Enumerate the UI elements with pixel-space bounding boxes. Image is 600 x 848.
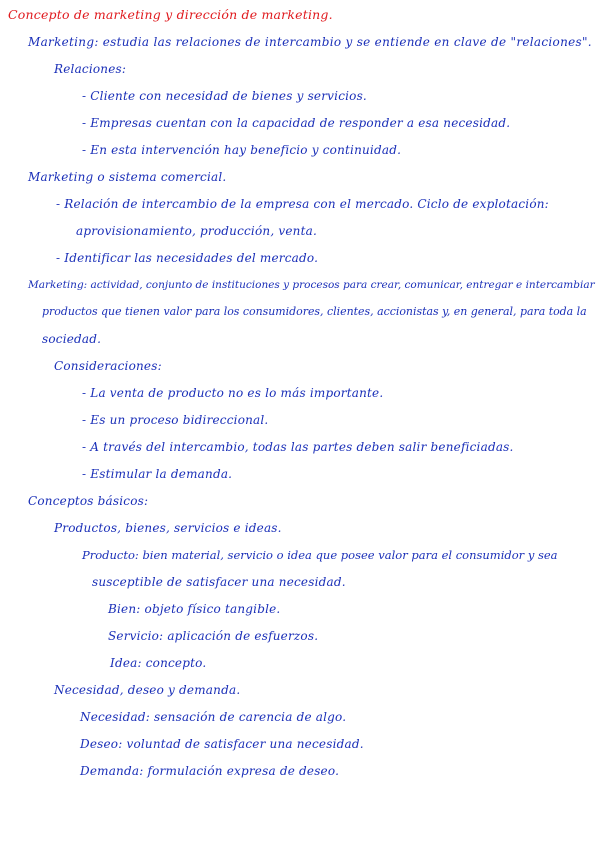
note-line: Producto: bien material, servicio o idea que posee valor para el consumidor y sea: [82, 548, 558, 562]
note-line: - A través del intercambio, todas las partes deben salir beneficiadas.: [82, 440, 514, 454]
note-line: Necesidad: sensación de carencia de algo.: [80, 710, 347, 724]
note-line: Servicio: aplicación de esfuerzos.: [108, 629, 319, 643]
note-line: Productos, bienes, servicios e ideas.: [54, 521, 282, 535]
note-line: - En esta intervención hay beneficio y continuidad.: [82, 143, 402, 157]
note-line: Bien: objeto físico tangible.: [108, 602, 281, 616]
note-line: Relaciones:: [54, 62, 127, 76]
note-line: productos que tienen valor para los consumidores, clientes, accionistas y, en general, para toda la: [42, 305, 587, 318]
note-line: Marketing o sistema comercial.: [28, 170, 227, 184]
note-line: aprovisionamiento, producción, venta.: [76, 224, 317, 238]
note-line: Consideraciones:: [54, 359, 162, 373]
note-line: - Empresas cuentan con la capacidad de responder a esa necesidad.: [82, 116, 511, 130]
note-line: Demanda: formulación expresa de deseo.: [80, 764, 340, 778]
note-line: - Cliente con necesidad de bienes y servicios.: [82, 89, 367, 103]
note-line: Marketing: estudia las relaciones de intercambio y se entiende en clave de "relaciones".: [28, 35, 592, 49]
note-line: - Relación de intercambio de la empresa con el mercado. Ciclo de explotación:: [56, 197, 549, 211]
note-line: - La venta de producto no es lo más importante.: [82, 386, 384, 400]
note-line: - Estimular la demanda.: [82, 467, 233, 481]
note-line: Idea: concepto.: [110, 656, 207, 670]
note-line: Necesidad, deseo y demanda.: [54, 683, 241, 697]
note-line: Deseo: voluntad de satisfacer una necesidad.: [80, 737, 364, 751]
note-line: Conceptos básicos:: [28, 494, 149, 508]
note-line: Marketing: actividad, conjunto de instituciones y procesos para crear, comunicar, entregar e intercambiar: [28, 279, 595, 291]
note-line: - Es un proceso bidireccional.: [82, 413, 269, 427]
notes-title: Concepto de marketing y dirección de marketing.: [8, 7, 333, 22]
note-line: susceptible de satisfacer una necesidad.: [92, 575, 346, 589]
note-line: - Identificar las necesidades del mercado.: [56, 251, 319, 265]
note-line: sociedad.: [42, 332, 102, 346]
